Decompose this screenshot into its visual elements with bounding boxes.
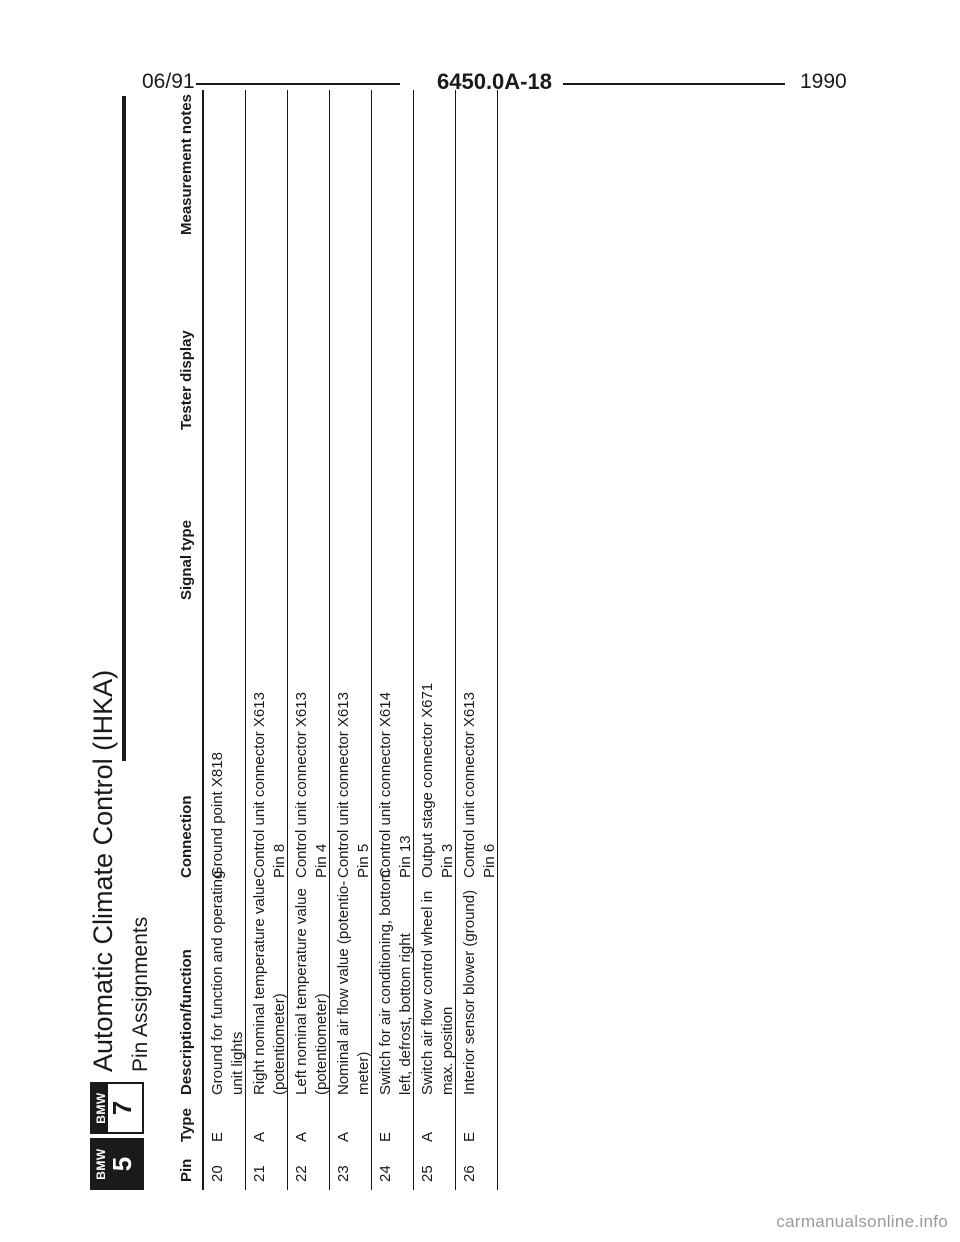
cell-connection (208, 752, 228, 878)
cell-description (376, 870, 416, 1095)
conn-line-2: Pin 5 (355, 843, 372, 878)
conn-line-1: Control unit connector X614 (377, 692, 394, 878)
conn-line-1: Output stage connector X671 (419, 682, 436, 878)
header-date: 06/91 (142, 70, 195, 93)
cell-pin: 21 (251, 1165, 268, 1182)
cell-connection (418, 683, 458, 878)
cell-type: E (461, 1131, 478, 1142)
header-pin: Pin (178, 1158, 195, 1182)
desc-line-2: unit lights (229, 1031, 246, 1095)
table-row (456, 90, 498, 1190)
table-row (372, 90, 414, 1190)
conn-line-1: Control unit connector X613 (461, 692, 478, 878)
logo-number-right: 7 (107, 1100, 137, 1116)
table-header (172, 90, 204, 1190)
conn-line-2: Pin 4 (313, 843, 330, 878)
pin-assignments-table (172, 90, 498, 1190)
conn-line-2: Pin 8 (271, 843, 288, 878)
desc-line-1: Interior sensor blower (ground) (461, 889, 478, 1095)
desc-line-1: Switch air flow control wheel in (419, 890, 436, 1095)
bmw-logo (90, 1078, 144, 1190)
cell-type: E (377, 1131, 394, 1142)
header-measurement-notes: Measurement notes (178, 94, 195, 235)
logo-series-7 (90, 1082, 144, 1134)
conn-line-1: Ground point X818 (209, 752, 226, 878)
header-signal-type: Signal type (178, 519, 195, 600)
header-connection: Connection (178, 795, 195, 878)
header-rule-right (563, 83, 785, 85)
cell-connection (334, 692, 374, 878)
logo-brand-right: BMW (92, 1084, 108, 1132)
cell-connection (292, 692, 332, 878)
table-row (288, 90, 330, 1190)
cell-type: A (419, 1131, 436, 1142)
header-type: Type (178, 1108, 195, 1142)
cell-connection (376, 692, 416, 878)
table-row (330, 90, 372, 1190)
watermark-footer: carmanualsonline.info (776, 1212, 948, 1231)
page-subtitle: Pin Assignments (129, 916, 152, 1072)
conn-line-1: Control unit connector X613 (293, 692, 310, 878)
header-doc-number: 6450.0A-18 (437, 69, 552, 94)
desc-line-2: (potentiometer) (271, 993, 288, 1095)
cell-pin: 24 (377, 1165, 394, 1182)
logo-number-left: 5 (107, 1156, 137, 1172)
desc-line-1: Nominal air flow value (potentio- (335, 880, 352, 1095)
cell-description (292, 888, 332, 1095)
logo-series-5 (90, 1138, 144, 1190)
table-row (246, 90, 288, 1190)
logo-brand-left: BMW (94, 1148, 108, 1180)
conn-line-2: Pin 13 (397, 835, 414, 878)
header-tester-display: Tester display (178, 330, 195, 430)
cell-type: A (251, 1131, 268, 1142)
conn-line-2: Pin 3 (439, 843, 456, 878)
cell-pin: 22 (293, 1165, 310, 1182)
cell-pin: 25 (419, 1165, 436, 1182)
cell-pin: 20 (209, 1165, 226, 1182)
desc-line-1: Right nominal temperature value (251, 878, 268, 1095)
cell-type: A (335, 1131, 352, 1142)
cell-type: E (209, 1131, 226, 1142)
cell-connection (460, 692, 500, 878)
conn-line-1: Control unit connector X613 (335, 692, 352, 878)
desc-line-2: (potentiometer) (313, 993, 330, 1095)
cell-connection (250, 692, 290, 878)
header-year: 1990 (800, 70, 847, 93)
conn-line-1: Control unit connector X613 (251, 692, 268, 878)
cell-pin: 26 (461, 1165, 478, 1182)
desc-line-2: left, defrost, bottom right (397, 933, 414, 1095)
cell-description (460, 890, 480, 1095)
header-description: Description/function (178, 949, 195, 1095)
cell-pin: 23 (335, 1165, 352, 1182)
header-rule-left (196, 83, 400, 85)
desc-line-1: Ground for function and operating (209, 870, 226, 1095)
cell-description (334, 881, 374, 1095)
cell-type: A (293, 1131, 310, 1142)
cell-description (208, 871, 248, 1095)
conn-line-2: Pin 6 (481, 843, 498, 878)
cell-description (250, 878, 290, 1095)
table-row (414, 90, 456, 1190)
rotated-page (72, 90, 532, 1190)
desc-line-2: max. position (439, 1006, 456, 1095)
desc-line-2: meter) (355, 1051, 372, 1095)
table-row (204, 90, 246, 1190)
page-title: Automatic Climate Control (IHKA) (88, 669, 118, 1072)
cell-description (418, 891, 458, 1095)
desc-line-1: Switch for air conditioning, bottom (377, 869, 394, 1095)
desc-line-1: Left nominal temperature value (293, 888, 310, 1095)
